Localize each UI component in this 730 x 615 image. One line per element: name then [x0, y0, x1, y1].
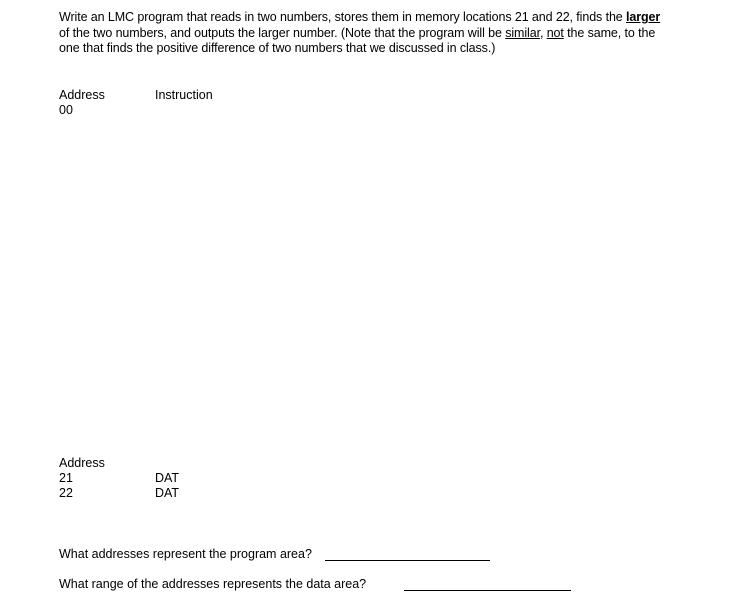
program-first-address: 00	[59, 103, 73, 117]
program-address-header: Address	[59, 88, 105, 102]
data-area-answer-line[interactable]	[404, 590, 571, 591]
data-address-header: Address	[59, 456, 105, 470]
problem-text-part1: Write an LMC program that reads in two numbers, stores them in memory locations 21 and 22, finds the	[59, 10, 627, 24]
emphasis-similar: similar	[505, 25, 540, 40]
problem-text-part3: the same, to the one that finds the positive difference of two numbers that we discussed in class.)	[59, 25, 656, 55]
emphasis-not: not	[546, 25, 564, 40]
data-row-address: 22	[59, 486, 73, 500]
emphasis-larger: larger	[626, 10, 661, 24]
program-area-question: What addresses represent the program area?	[59, 547, 312, 561]
program-instruction-header: Instruction	[155, 88, 213, 102]
problem-statement	[59, 10, 669, 57]
data-row-instruction: DAT	[155, 471, 180, 485]
data-area-question: What range of the addresses represents the data area?	[59, 577, 367, 591]
data-row-instruction: DAT	[155, 486, 180, 500]
program-area-answer-line[interactable]	[325, 560, 490, 561]
problem-text-part2: of the two numbers, and outputs the larger number. (Note that the program will be	[59, 25, 506, 40]
problem-text-comma: ,	[539, 25, 547, 40]
data-row-address: 21	[59, 471, 73, 485]
